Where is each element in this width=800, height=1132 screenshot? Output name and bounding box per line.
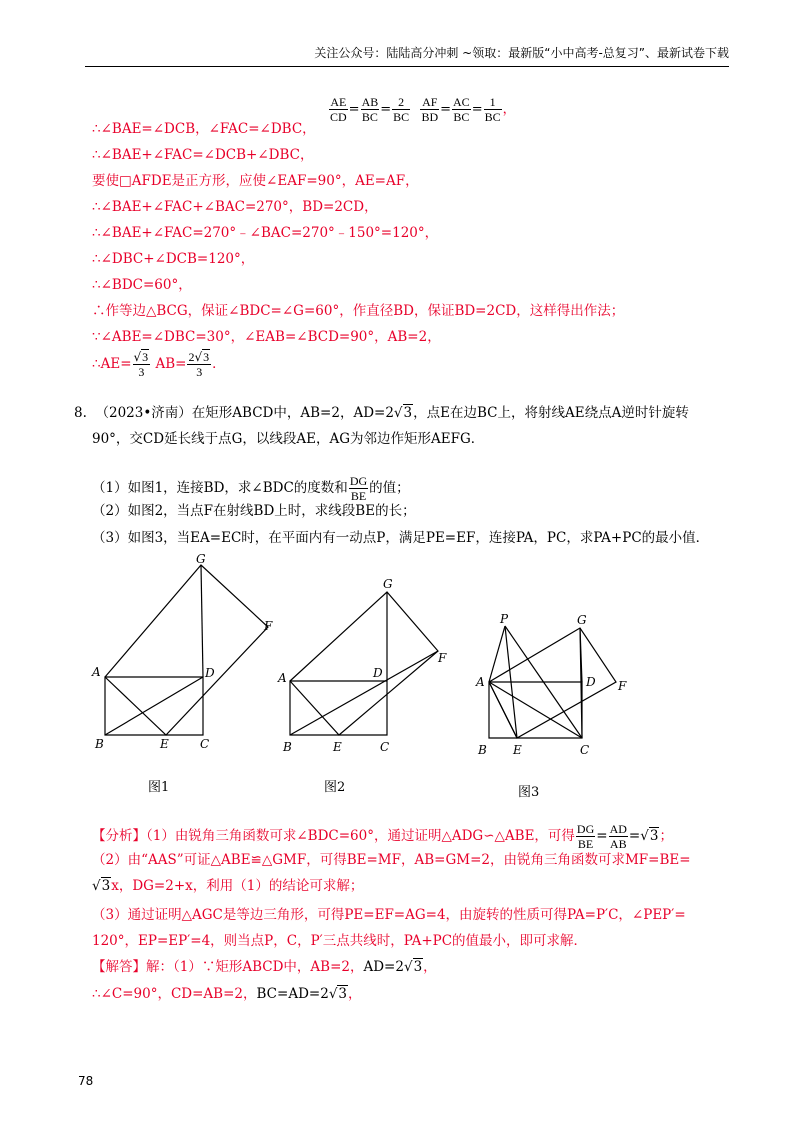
svg-text:G: G xyxy=(383,577,393,591)
svg-text:C: C xyxy=(580,743,590,757)
analysis-line-4: （3）通过证明△AGC是等边三角形，可得PE=EF=AG=4，由旋转的性质可得PA=P′C，∠PEP′= xyxy=(92,907,686,923)
sol-line-9: ∵∠ABE=∠DBC=30°，∠EAB=∠BCD=90°，AB=2， xyxy=(92,329,441,345)
frac-dg-be: $\frac{DG}{BE}$ xyxy=(349,474,368,503)
svg-text:B: B xyxy=(478,743,487,757)
figure-3-caption: 图3 xyxy=(518,785,540,800)
sol-line-10: ∴AE= $\frac{√3}{3}$ AB= $\frac{2√3}{3}$ ． xyxy=(92,350,226,379)
question-3: （3）如图3，当EA=EC时，在平面内有一动点P，满足PE=EF，连接PA，PC，求PA+PC的最小值． xyxy=(92,530,710,546)
sol-line-4: ∴∠BAE+∠FAC+∠BAC=270°，BD=2CD， xyxy=(92,199,378,215)
figure-1-labels xyxy=(91,552,273,751)
svg-text:F: F xyxy=(264,619,273,633)
answer-line-1: 【解答】解：（1）∵矩形ABCD中，AB=2，AD=2√3， xyxy=(92,959,437,975)
svg-text:E: E xyxy=(513,743,522,757)
figure-2-caption: 图2 xyxy=(324,780,346,795)
svg-text:D: D xyxy=(373,666,383,680)
question-1: （1）如图1，连接BD，求∠BDC的度数和 $\frac{DG}{BE}$ 的值； xyxy=(92,474,410,503)
analysis-line-1: 【分析】（1）由锐角三角函数可求∠BDC=60°，通过证明△ADG∽△ABE，可得 $\frac{DG}{BE}$ = $\frac{AD}{AB}$ =√3； xyxy=(92,822,673,851)
frac-2-bc: $\frac{2}{BC}$ xyxy=(393,95,410,124)
sol-line-7: ∴∠BDC=60°， xyxy=(92,277,192,293)
fraction-row: $\frac{AE}{CD}$ = $\frac{AB}{BC}$ = $\frac{2}{BC}$ $\frac{AF}{BD}$ = $\frac{AC}{BC}$ = $\frac{1}{BC}$ ， xyxy=(330,95,516,124)
frac-2sqrt3-3: $\frac{2√3}{3}$ xyxy=(188,350,210,379)
analysis-line-2: （2）由“AAS”可证△ABE≌△GMF，可得BE=MF，AB=GM=2，由锐角三角函数可求MF=BE= xyxy=(92,852,691,868)
svg-text:A: A xyxy=(278,671,287,685)
answer-line-2: ∴∠C=90°，CD=AB=2，BC=AD=2√3， xyxy=(92,986,362,1002)
figures xyxy=(0,550,800,810)
svg-text:G: G xyxy=(577,613,587,627)
frac-1-bc: $\frac{1}{BC}$ xyxy=(484,95,501,124)
svg-text:G: G xyxy=(196,552,206,566)
svg-text:B: B xyxy=(283,740,292,754)
frac-af-bd: $\frac{AF}{BD}$ xyxy=(421,95,439,124)
sol-line-3: 要使□AFDE是正方形，应使∠EAF=90°，AE=AF， xyxy=(92,173,419,189)
figure-3 xyxy=(489,626,616,738)
frac-ae-cd: $\frac{AE}{CD}$ xyxy=(330,95,347,124)
svg-text:E: E xyxy=(333,740,342,754)
svg-text:F: F xyxy=(618,679,627,693)
problem-line-1: 8. （2023•济南）在矩形ABCD中，AB=2，AD=2√3，点E在边BC上，将射线AE绕点A逆时针旋转 xyxy=(74,405,689,421)
problem-line-2: 90°，交CD延长线于点G，以线段AE，AG为邻边作矩形AEFG． xyxy=(92,431,485,447)
svg-text:E: E xyxy=(160,737,169,751)
figure-1-caption: 图1 xyxy=(148,780,170,795)
page-number: 78 xyxy=(78,1074,94,1088)
frac-ab-bc: $\frac{AB}{BC}$ xyxy=(361,95,379,124)
figure-1 xyxy=(105,565,268,735)
figure-3-labels xyxy=(475,612,627,757)
figure-2 xyxy=(290,592,438,735)
frac-ac-bc: $\frac{AC}{BC}$ xyxy=(453,95,470,124)
svg-text:F: F xyxy=(438,651,447,665)
frac-dg-be-2: $\frac{DG}{BE}$ xyxy=(576,822,595,851)
svg-text:A: A xyxy=(476,675,485,689)
svg-text:B: B xyxy=(95,737,104,751)
svg-text:D: D xyxy=(205,666,215,680)
sol-line-2: ∴∠BAE+∠FAC=∠DCB+∠DBC， xyxy=(92,147,314,163)
svg-text:C: C xyxy=(200,737,210,751)
analysis-line-3: √3x，DG=2+x，利用（1）的结论可求解； xyxy=(92,878,364,894)
question-2: （2）如图2，当点F在射线BD上时，求线段BE的长； xyxy=(92,503,416,519)
sol-line-6: ∴∠DBC+∠DCB=120°， xyxy=(92,251,255,267)
svg-text:D: D xyxy=(586,675,596,689)
svg-text:A: A xyxy=(92,665,101,679)
svg-text:C: C xyxy=(380,740,390,754)
header-rule xyxy=(85,66,729,67)
page-header: 关注公众号：陆陆高分冲刺 ~领取：最新版“小中高考-总复习”、最新试卷下载 xyxy=(314,46,729,60)
frac-ad-ab: $\frac{AD}{AB}$ xyxy=(609,822,627,851)
sol-line-8: ∴作等边△BCG，保证∠BDC=∠G=60°，作直径BD，保证BD=2CD，这样得出作法； xyxy=(92,303,625,319)
analysis-line-5: 120°，EP=EP′=4，则当点P，C，P′三点共线时，PA+PC的值最小，即可求解． xyxy=(92,933,588,949)
frac-sqrt3-3: $\frac{√3}{3}$ xyxy=(133,350,149,379)
svg-text:P: P xyxy=(500,612,509,626)
sol-line-1: ∴∠BAE=∠DCB，∠FAC=∠DBC， xyxy=(92,121,316,137)
sol-line-5: ∴∠BAE+∠FAC=270°﹣∠BAC=270°﹣150°=120°， xyxy=(92,225,439,241)
